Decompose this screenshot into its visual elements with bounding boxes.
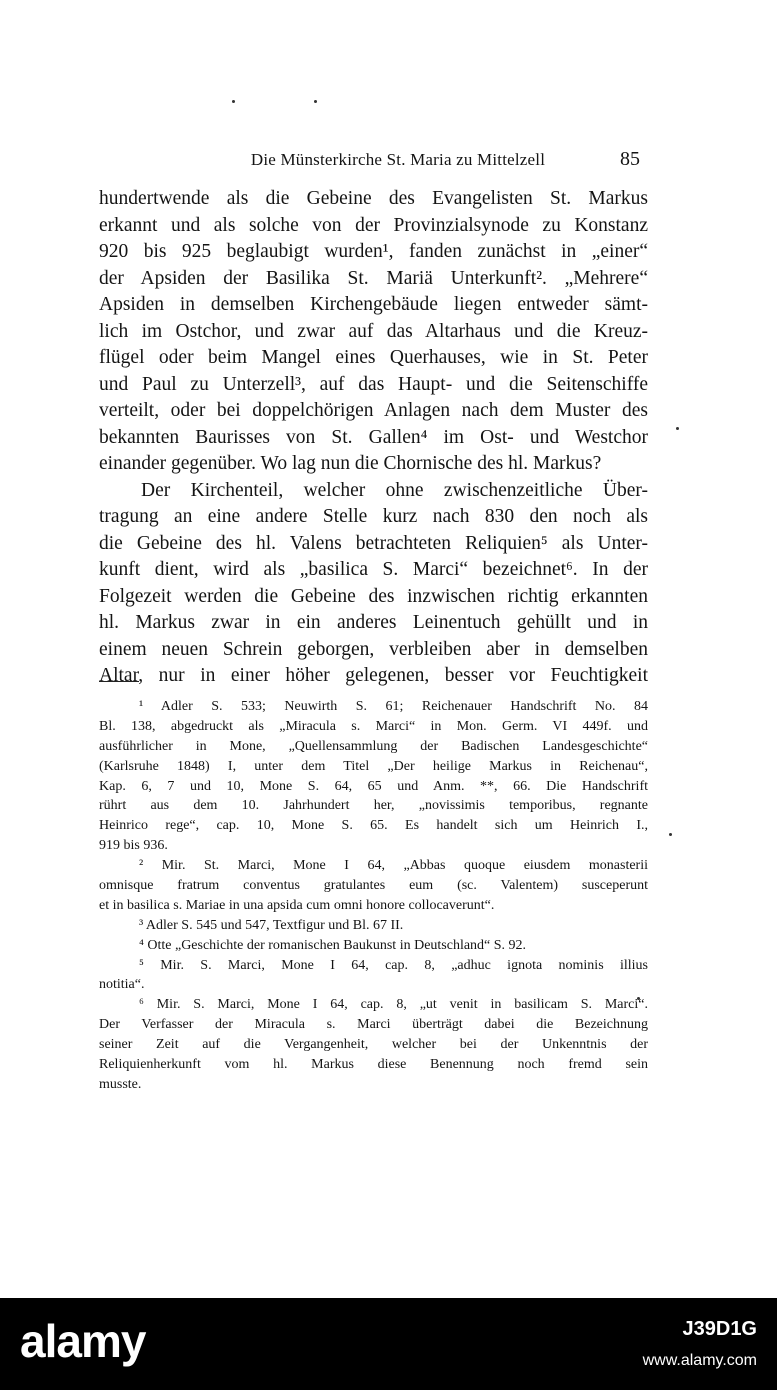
footnote-line: ausführlicher in Mone, „Quellensammlung der Badischen Landesgeschichte“: [99, 738, 648, 754]
text-line: der Apsiden der Basilika St. Mariä Unterkunft². „Mehrere“: [99, 267, 648, 289]
page-number: 85: [620, 148, 640, 170]
footnote-divider: [99, 681, 139, 682]
stock-footer-bar: [0, 1298, 777, 1390]
footnote-line: ⁴ Otte „Geschichte der romanischen Baukunst in Deutschland“ S. 92.: [139, 937, 527, 953]
text-line: Altar, nur in einer höher gelegenen, besser vor Feuchtigkeit: [99, 665, 648, 686]
footnote-line: (Karlsruhe 1848) I, unter dem Titel „Der heilige Markus in Reichenau“,: [99, 758, 648, 774]
text-line: Der Kirchenteil, welcher ohne zwischenzeitliche Über-: [141, 479, 648, 501]
scan-speck: [676, 427, 679, 430]
text-line: flügel oder beim Mangel eines Querhauses, wie in St. Peter: [99, 347, 648, 368]
text-line: die Gebeine des hl. Valens betrachteten Reliquien⁵ als Unter-: [99, 532, 648, 554]
footnotes: [99, 697, 648, 1095]
footnote-line: Reliquienherkunft vom hl. Markus diese Benennung noch fremd sein: [99, 1057, 648, 1073]
text-line: und Paul zu Unterzell³, auf das Haupt- und die Seitenschiffe: [99, 373, 648, 395]
footnote-line: ⁶ Mir. S. Marci, Mone I 64, cap. 8, „ut venit in basilicam S. Marci“.: [139, 997, 648, 1013]
text-line: 920 bis 925 beglaubigt wurden¹, fanden zunächst in „einer“: [99, 241, 648, 262]
footnote-line: omnisque fratrum conventus gratulantes eum (sc. Valentem) susceperunt: [99, 878, 648, 894]
site-url: www.alamy.com: [642, 1352, 757, 1369]
footnote-line: ² Mir. St. Marci, Mone I 64, „Abbas quoque eiusdem monasterii: [139, 858, 648, 874]
text-line: erkannt und als solche von der Provinzialsynode zu Konstanz: [99, 214, 648, 236]
footnote-line: 919 bis 936.: [99, 838, 168, 854]
footnote-line: seiner Zeit auf die Vergangenheit, welcher bei der Unkenntnis der: [99, 1037, 648, 1053]
text-line: verteilt, oder bei doppelchörigen Anlagen nach dem Muster des: [99, 400, 648, 421]
running-header: Die Münsterkirche St. Maria zu Mittelzell: [250, 150, 546, 169]
footnote-line: ³ Adler S. 545 und 547, Textfigur und Bl. 67 II.: [139, 917, 404, 933]
footnote-line: rührt aus dem 10. Jahrhundert her, „novissimis temporibus, regnante: [99, 798, 648, 814]
main-text: [99, 186, 648, 690]
text-line: hl. Markus zwar in ein anderes Leinentuch gehüllt und in: [99, 612, 648, 633]
text-line: Apsiden in demselben Kirchengebäude liegen entweder sämt-: [99, 294, 648, 315]
text-line: kunft dient, wird als „basilica S. Marci“ bezeichnet⁶. In der: [99, 559, 648, 580]
footnote-line: Bl. 138, abgedruckt als „Miracula s. Marci“ in Mon. Germ. VI 449f. und: [99, 718, 648, 734]
footnote-line: et in basilica s. Mariae in una apsida cum omni honore collocaverunt“.: [99, 897, 495, 913]
footnote-line: notitia“.: [99, 977, 145, 993]
text-line: tragung an eine andere Stelle kurz nach 830 den noch als: [99, 506, 648, 527]
footnote-line: musste.: [99, 1076, 142, 1092]
footnote-line: ⁵ Mir. S. Marci, Mone I 64, cap. 8, „adhuc ignota nominis illius: [139, 957, 648, 973]
text-line: Folgezeit werden die Gebeine des inzwischen richtig erkannten: [99, 585, 648, 607]
footnote-line: Kap. 6, 7 und 10, Mone S. 64, 65 und Anm. **, 66. Die Handschrift: [99, 778, 648, 794]
text-line: einander gegenüber. Wo lag nun die Chornische des hl. Markus?: [99, 453, 602, 474]
alamy-logo: alamy: [20, 1315, 146, 1367]
text-line: lich im Ostchor, und zwar auf das Altarhaus und die Kreuz-: [99, 320, 648, 342]
footnote-line: ¹ Adler S. 533; Neuwirth S. 61; Reichenauer Handschrift No. 84: [139, 699, 648, 714]
scan-speck: [314, 100, 317, 103]
footnote-line: Der Verfasser der Miracula s. Marci überträgt dabei die Bezeichnung: [99, 1017, 648, 1033]
scan-speck: [232, 100, 235, 103]
footnote-line: Heinrico rege“, cap. 10, Mone S. 65. Es handelt sich um Heinrich I.,: [99, 818, 648, 834]
scan-speck: [669, 833, 672, 836]
text-line: hundertwende als die Gebeine des Evangelisten St. Markus: [99, 188, 648, 209]
text-line: einem neuen Schrein geborgen, verbleiben aber in demselben: [99, 638, 648, 660]
image-id: J39D1G: [682, 1318, 757, 1340]
text-line: bekannten Baurisses von St. Gallen⁴ im Ost- und Westchor: [99, 426, 648, 448]
